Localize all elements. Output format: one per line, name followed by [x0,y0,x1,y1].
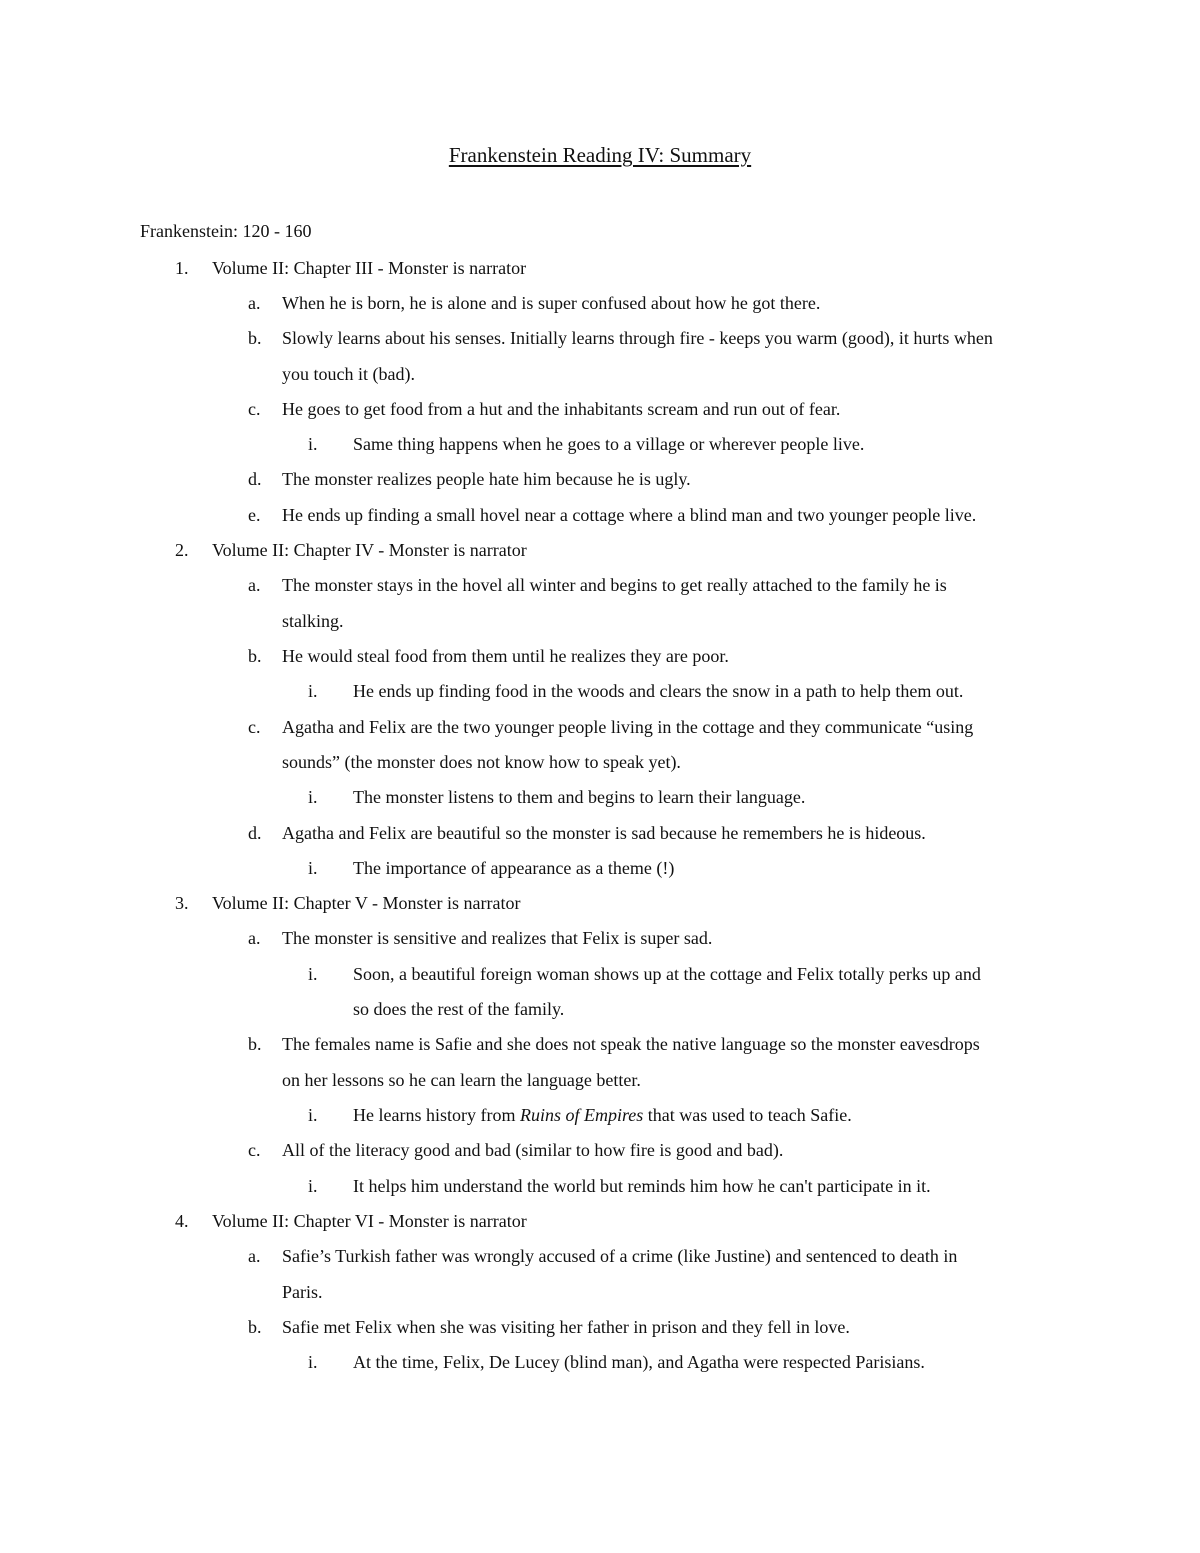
item-text: Safie met Felix when she was visiting her father in prison and they fell in love. [282,1317,850,1337]
book-title: Ruins of Empires [519,1105,644,1125]
item-text: All of the literacy good and bad (similar to how fire is good and bad). [282,1140,784,1160]
page-range: Frankenstein: 120 - 160 [140,221,312,241]
item-marker: c. [248,399,261,419]
subitem-marker: i. [308,681,318,701]
subitem-marker: i. [308,787,318,807]
item-text: The monster is sensitive and realizes that Felix is super sad. [282,928,713,948]
subitem-text-continued: so does the rest of the family. [353,999,565,1019]
item-text-continued: sounds” (the monster does not know how to speak yet). [282,752,681,772]
item-marker: b. [248,328,262,348]
item-text-continued: you touch it (bad). [282,364,415,384]
section-number: 3. [175,893,189,913]
item-text: The monster stays in the hovel all winter and begins to get really attached to the family he is [282,575,947,595]
subitem-text: The monster listens to them and begins to learn their language. [353,787,806,807]
section-heading: Volume II: Chapter IV - Monster is narrator [212,540,527,560]
subitem-marker: i. [308,858,318,878]
item-marker: a. [248,928,261,948]
item-text: When he is born, he is alone and is super confused about how he got there. [282,293,821,313]
subitem-text: The importance of appearance as a theme (!) [353,858,675,878]
subitem-text-part: that was used to teach Safie. [643,1105,852,1125]
item-marker: d. [248,469,262,489]
subitem-text-part: He learns history from [353,1105,520,1125]
item-marker: a. [248,293,261,313]
subitem-text: Same thing happens when he goes to a village or wherever people live. [353,434,865,454]
section-heading: Volume II: Chapter III - Monster is narrator [212,258,527,278]
subitem-marker: i. [308,1176,318,1196]
subitem-text: It helps him understand the world but reminds him how he can't participate in it. [353,1176,931,1196]
subitem-marker: i. [308,1352,318,1372]
item-marker: a. [248,1246,261,1266]
section-number: 2. [175,540,189,560]
item-marker: b. [248,1034,262,1054]
item-text: Safie’s Turkish father was wrongly accused of a crime (like Justine) and sentenced to death in [282,1246,958,1266]
item-text-continued: Paris. [282,1282,323,1302]
subitem-text: He ends up finding food in the woods and clears the snow in a path to help them out. [353,681,964,701]
page-title: Frankenstein Reading IV: Summary [448,143,752,167]
item-text: Agatha and Felix are the two younger people living in the cottage and they communicate “using [282,717,974,737]
item-text: He goes to get food from a hut and the inhabitants scream and run out of fear. [282,399,841,419]
item-text: He ends up finding a small hovel near a cottage where a blind man and two younger people live. [282,505,977,525]
item-marker: c. [248,717,261,737]
subitem-text: Soon, a beautiful foreign woman shows up at the cottage and Felix totally perks up and [353,964,981,984]
item-marker: e. [248,505,261,525]
item-marker: b. [248,646,262,666]
subitem-text: At the time, Felix, De Lucey (blind man), and Agatha were respected Parisians. [353,1352,925,1372]
item-marker: c. [248,1140,261,1160]
item-text: Agatha and Felix are beautiful so the monster is sad because he remembers he is hideous. [282,823,926,843]
section-number: 4. [175,1211,189,1231]
item-text-continued: stalking. [282,611,344,631]
item-marker: a. [248,575,261,595]
subitem-marker: i. [308,434,318,454]
item-text: He would steal food from them until he realizes they are poor. [282,646,729,666]
item-marker: b. [248,1317,262,1337]
subitem-marker: i. [308,964,318,984]
section-number: 1. [175,258,189,278]
section-heading: Volume II: Chapter VI - Monster is narrator [212,1211,527,1231]
subitem-text [353,1103,852,1127]
item-text: The females name is Safie and she does not speak the native language so the monster eavesdrops [282,1034,980,1054]
item-text-continued: on her lessons so he can learn the language better. [282,1070,641,1090]
subitem-marker: i. [308,1105,318,1125]
item-marker: d. [248,823,262,843]
item-text: Slowly learns about his senses. Initially learns through fire - keeps you warm (good), it hurts when [282,328,993,348]
item-text: The monster realizes people hate him because he is ugly. [282,469,691,489]
section-heading: Volume II: Chapter V - Monster is narrator [212,893,521,913]
